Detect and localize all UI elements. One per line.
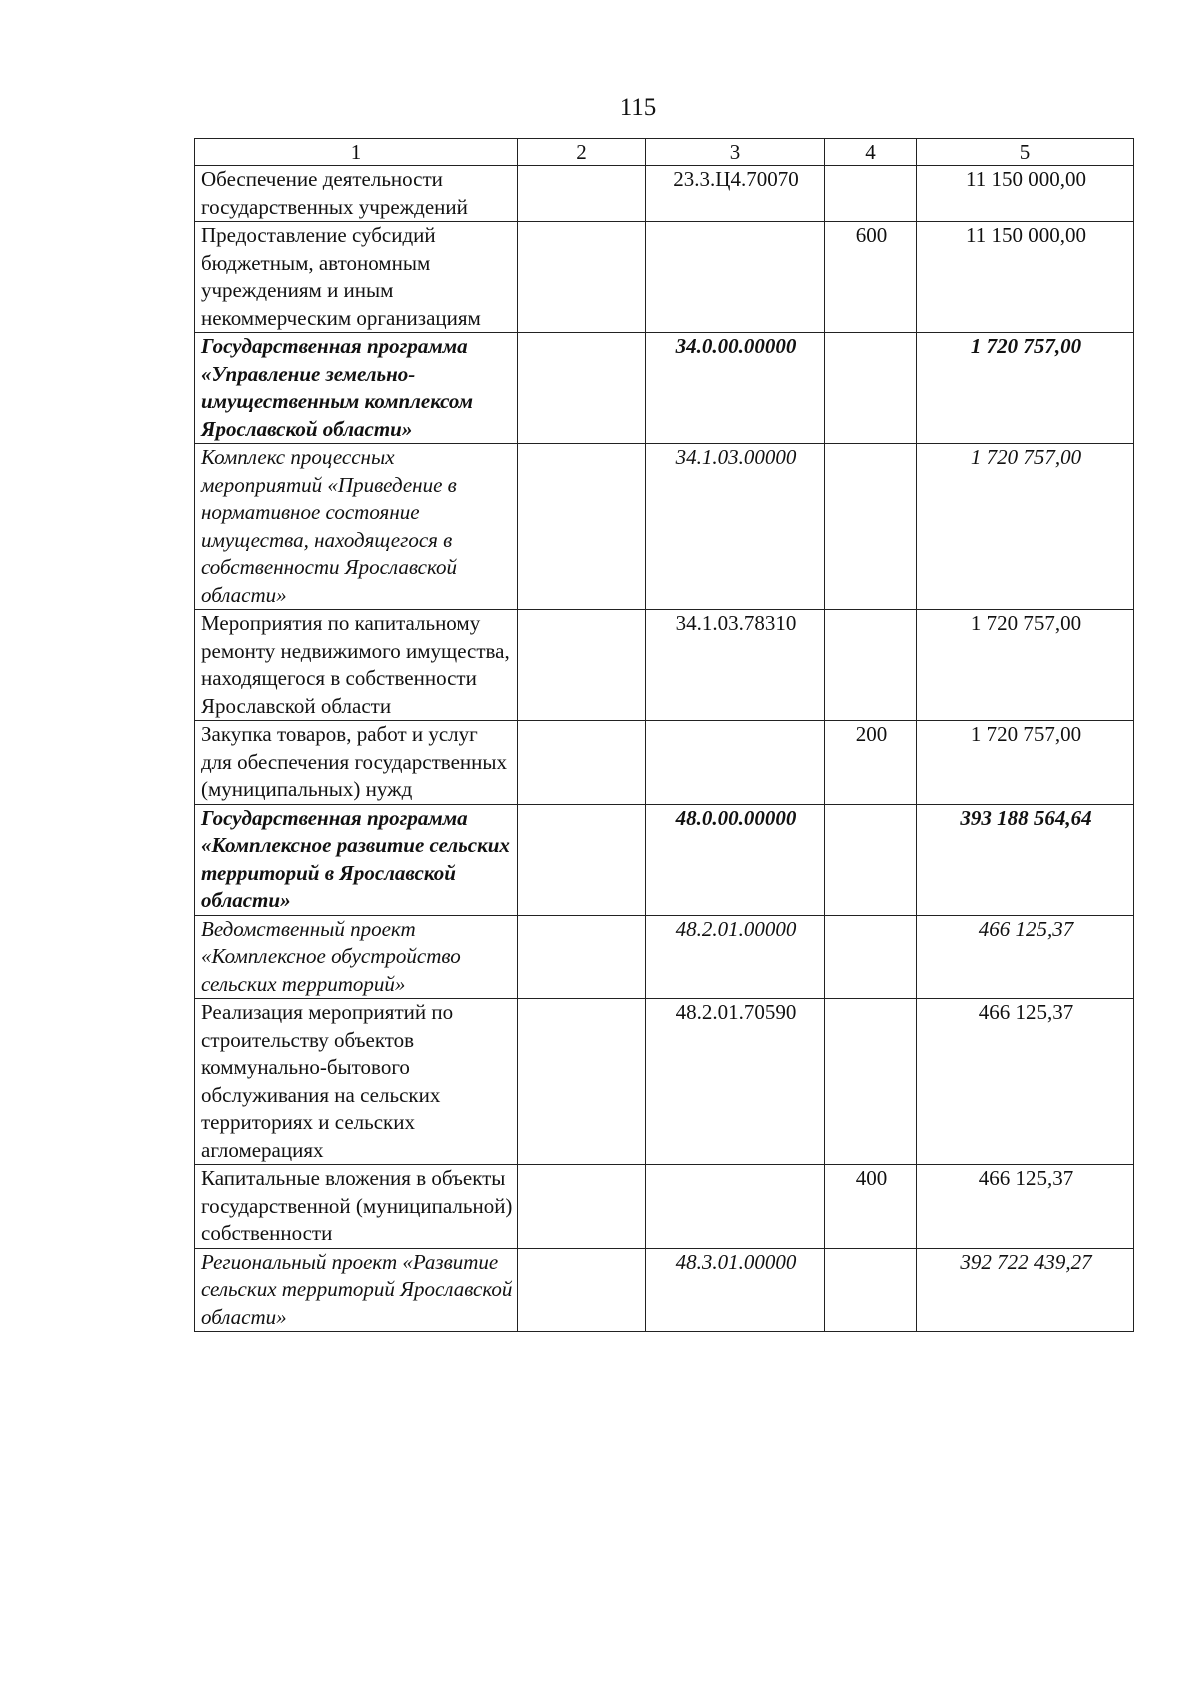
row-name-cell: Ведомственный проект «Комплексное обустройство сельских территорий» bbox=[195, 915, 518, 999]
row-type-cell bbox=[825, 610, 917, 721]
header-cell-5: 5 bbox=[917, 139, 1134, 166]
row-amount-cell: 393 188 564,64 bbox=[917, 804, 1134, 915]
row-name-cell: Государственная программа «Комплексное развитие сельских территорий в Ярославской области» bbox=[195, 804, 518, 915]
row-type-cell: 400 bbox=[825, 1165, 917, 1249]
row-code-cell: 34.0.00.00000 bbox=[646, 333, 825, 444]
table-row bbox=[195, 333, 1134, 444]
table-row bbox=[195, 721, 1134, 805]
row-code-cell: 34.1.03.00000 bbox=[646, 444, 825, 610]
row-code-cell: 48.2.01.70590 bbox=[646, 999, 825, 1165]
header-cell-3: 3 bbox=[646, 139, 825, 166]
row-code-cell bbox=[646, 721, 825, 805]
row-amount-cell: 466 125,37 bbox=[917, 1165, 1134, 1249]
row-type-cell: 600 bbox=[825, 222, 917, 333]
table-row bbox=[195, 444, 1134, 610]
row-col2-cell bbox=[518, 610, 646, 721]
table-header-row bbox=[195, 139, 1134, 166]
row-type-cell bbox=[825, 999, 917, 1165]
row-col2-cell bbox=[518, 222, 646, 333]
header-cell-1: 1 bbox=[195, 139, 518, 166]
row-col2-cell bbox=[518, 915, 646, 999]
row-code-cell: 23.3.Ц4.70070 bbox=[646, 166, 825, 222]
row-name-cell: Мероприятия по капитальному ремонту недвижимого имущества, находящегося в собственности Ярославской области bbox=[195, 610, 518, 721]
header-cell-4: 4 bbox=[825, 139, 917, 166]
row-code-cell: 48.0.00.00000 bbox=[646, 804, 825, 915]
header-cell-2: 2 bbox=[518, 139, 646, 166]
table-row bbox=[195, 222, 1134, 333]
table-row bbox=[195, 166, 1134, 222]
row-col2-cell bbox=[518, 1165, 646, 1249]
row-col2-cell bbox=[518, 999, 646, 1165]
row-type-cell bbox=[825, 804, 917, 915]
budget-table bbox=[194, 138, 1134, 1332]
row-type-cell bbox=[825, 1248, 917, 1332]
row-type-cell bbox=[825, 333, 917, 444]
row-code-cell: 48.2.01.00000 bbox=[646, 915, 825, 999]
row-name-cell: Капитальные вложения в объекты государственной (муниципальной) собственности bbox=[195, 1165, 518, 1249]
row-col2-cell bbox=[518, 1248, 646, 1332]
row-amount-cell: 11 150 000,00 bbox=[917, 166, 1134, 222]
row-col2-cell bbox=[518, 804, 646, 915]
row-amount-cell: 1 720 757,00 bbox=[917, 333, 1134, 444]
table-row bbox=[195, 804, 1134, 915]
row-amount-cell: 1 720 757,00 bbox=[917, 610, 1134, 721]
row-type-cell: 200 bbox=[825, 721, 917, 805]
row-code-cell: 34.1.03.78310 bbox=[646, 610, 825, 721]
row-name-cell: Государственная программа «Управление земельно-имущественным комплексом Ярославской области» bbox=[195, 333, 518, 444]
row-amount-cell: 466 125,37 bbox=[917, 999, 1134, 1165]
row-amount-cell: 392 722 439,27 bbox=[917, 1248, 1134, 1332]
row-name-cell: Предоставление субсидий бюджетным, автономным учреждениям и иным некоммерческим организациям bbox=[195, 222, 518, 333]
row-col2-cell bbox=[518, 166, 646, 222]
row-name-cell: Закупка товаров, работ и услуг для обеспечения государственных (муниципальных) нужд bbox=[195, 721, 518, 805]
table-row bbox=[195, 1165, 1134, 1249]
table-row bbox=[195, 915, 1134, 999]
row-name-cell: Комплекс процессных мероприятий «Приведение в нормативное состояние имущества, находящегося в собственности Ярославской области» bbox=[195, 444, 518, 610]
row-amount-cell: 1 720 757,00 bbox=[917, 444, 1134, 610]
row-amount-cell: 466 125,37 bbox=[917, 915, 1134, 999]
row-amount-cell: 1 720 757,00 bbox=[917, 721, 1134, 805]
table-row bbox=[195, 1248, 1134, 1332]
row-type-cell bbox=[825, 915, 917, 999]
row-type-cell bbox=[825, 166, 917, 222]
row-code-cell bbox=[646, 222, 825, 333]
row-code-cell bbox=[646, 1165, 825, 1249]
row-col2-cell bbox=[518, 721, 646, 805]
row-name-cell: Реализация мероприятий по строительству объектов коммунально-бытового обслуживания на сельских территориях и сельских агломерациях bbox=[195, 999, 518, 1165]
table-row bbox=[195, 610, 1134, 721]
page-number: 115 bbox=[619, 94, 657, 121]
row-col2-cell bbox=[518, 444, 646, 610]
row-name-cell: Обеспечение деятельности государственных учреждений bbox=[195, 166, 518, 222]
row-name-cell: Региональный проект «Развитие сельских территорий Ярославской области» bbox=[195, 1248, 518, 1332]
row-type-cell bbox=[825, 444, 917, 610]
row-code-cell: 48.3.01.00000 bbox=[646, 1248, 825, 1332]
row-col2-cell bbox=[518, 333, 646, 444]
table-row bbox=[195, 999, 1134, 1165]
row-amount-cell: 11 150 000,00 bbox=[917, 222, 1134, 333]
